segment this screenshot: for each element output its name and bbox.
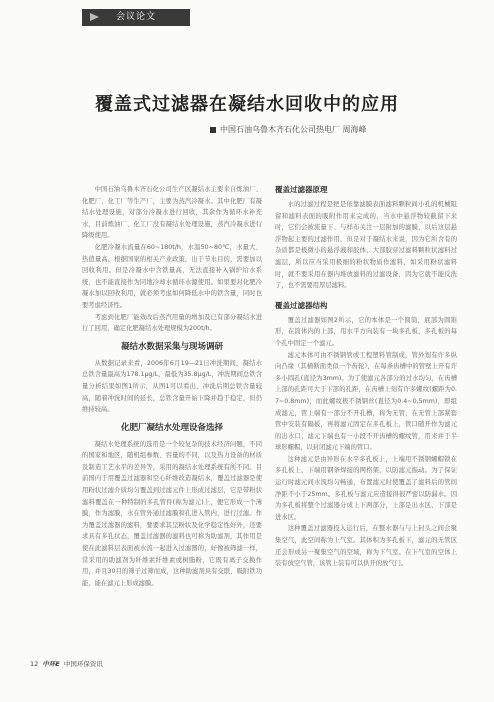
bullet-square-icon bbox=[210, 127, 216, 133]
paragraph: 水的过滤过程是把是依靠滤膜表面滤料颗粒间小孔的机械阻留和滤料表面的吸附作用来完成的，当水中悬浮物较截留下来时，它们会被流量下、与样布关注一层附加的滤膜，以后这层悬浮物起主要的过滤作用，但是对于凝结水来说，因为它所含有的杂质都是极微小的悬浮液和胶体，大部胶穿过滤料颗粒状滤料过滤层，所以应当采用极细的粉状物质作滤料，如采用粉状滤料时，就不要采用在器内堆放滤料的过滤设备，因为它就不能反洗了，也不需要用厚层滤料。 bbox=[275, 201, 457, 290]
paragraph: 考虑到化肥厂能效改后蒸汽用量的增加及已有部分凝结水进行了回用，确定化肥凝结水处理规模为200t/h。 bbox=[82, 313, 262, 333]
left-column bbox=[82, 184, 262, 589]
section-heading-structure: 覆盖过滤器结构 bbox=[275, 300, 328, 310]
paragraph: 凝结水处理系统的选用是一个较复杂的技术经济问题，不同的国家和地区，随机组参数、容量的不同，以及热力设备的材质及制造工艺水平的差异等，采用的凝结水处理系统有所不同。目前国内于用覆盖过滤器和空心纤维改造凝结水，覆盖过滤器是使用粉状过滤介质均匀覆盖到过滤元件上形成过滤层，它是带粉状滤料覆盖在一种特制的多孔管件(称为滤元)上，便它形成一个薄膜，作为滤膜，水在管外通过滤膜和孔进入管内，进行过滤。作为覆盖过滤器的滤料，要要求其呈粉状及化学稳定性好外，还要求具有多孔状态，覆盖过滤器的滤料也可称为助滤剂，其作用是使在此滤料层表面被水流一起进入过滤器的，好像被筛滤一样，常采用的助滤剂为纤维素纤维素或树脂粉，它既有离子交换作用，并且30目的筛子过筛而成，这种助滤剂具有交联，吸附铁功能，能在滤元上形成滤膜。 bbox=[82, 440, 262, 587]
section-heading-data-collection: 凝结水数据采集与现场调研 bbox=[120, 341, 223, 352]
section-heading-equipment: 化肥厂凝结水处理设备选择 bbox=[120, 422, 223, 433]
journal-logo: 中环E bbox=[42, 660, 60, 668]
paragraph: 滤元本体可由不锈钢管或工程塑料管制成，管外划有许多纵向凸缘（其横断面类似一个齿轮），在每条齿槽中的管壁上开有许多小圆孔(直径为3mm)。为了使滤元各部分的过水均匀，在齿槽上部的孔距可大于下部的孔距，在齿槽上刻有许多螺纹(螺距为0.7~0.8mm)，而此螺纹极不锈钢丝(直径为0.4~0.5mm)，即组成滤元，管上端有一部分不开孔槽，称为无管，在无管上部紧套管中安装有隔板，再将滤元固定在多孔板上，管口随开作为滤元的出水口；滤元下端也有一小段不开齿槽的螺纹管，用来并于半球形螺帽，以封闭滤元下端的管口。 bbox=[275, 351, 457, 452]
paragraph: 中国石油乌鲁木齐石化公司生产区凝结水主要来自炼油厂、化肥厂、化工厂等生产厂，主要为蒸汽冷凝水。其中化肥厂有凝结水处理设施，对部分冷凝水进行回收，其余作为循环水补充水，目前炼油厂、化工厂没有凝结水处理设施，蒸汽冷凝水进行降级使用。 bbox=[82, 186, 262, 240]
paragraph: 覆盖过滤器如图2所示，它的本体是一个圆筒，底部为圆锥形，在筒体内的上部，用水平方向装有一块多孔板，多孔板的每个孔中固定一个滤元。 bbox=[275, 316, 457, 347]
publication-name: 中国环保资讯 bbox=[63, 660, 103, 668]
paragraph: 从数据记录来看，2006年6月19—21日冲洗期间，凝结水总铁含量最高为178.1μg/L，最低为35.8μg/L，冲洗期间总铁含量分析结果如图1所示，从图1可以看出，冲洗后期总铁含量较高，随着冲洗时间的延长，总铁含量开始下降并趋于稳定，但仍维持较高。 bbox=[82, 359, 262, 414]
section-badge: 会议论文 bbox=[82, 9, 190, 26]
section-heading-principle: 覆盖过滤器原理 bbox=[275, 185, 328, 194]
paragraph: 这种滤元是由异形在水平多孔板上，上端用不锈钢螺帽锁在多孔板上，下端用钢条焊接的网格架，以防滤元振动。为了保证运行时滤元间水流均匀畅通，布置滤元时使覆盖了滤料后的管间净距不小于25mm。多孔板与滤元应造接得很严密以防漏水。因为多孔板将整个过滤器分成上下两部分，上部是出水区，下部是进水区。 bbox=[275, 455, 457, 521]
author-line bbox=[210, 124, 367, 135]
header-band bbox=[0, 0, 494, 36]
paper-title: 覆盖式过滤器在凝结水回收中的应用 bbox=[95, 94, 399, 115]
paragraph: 化肥冷凝水流量在60~180t/h，水温50~80℃，水量大、热值量高。根据国家的相关产业政策，出于节水目的，需要加以回收利用。但是冷凝水中含铁量高，无法直接补入锅炉给水系统，也不能直接作为同地冷却水循环水源使用。如果要对化肥冷凝水加以回收利用，就必须考虑如何降低水中的铁含量，同时也要考虑经济性。 bbox=[82, 243, 262, 309]
paragraph: 这种覆盖过滤器投入运行后，在整水器与与上封头之间会聚集空气，此空间称为上气室。其体积为多孔板下，滤元的无管区还会形成另一聚集空气的空域，称为下气室。在下气室的空体上装有放空气管，该管上装有可以供开的放气门。 bbox=[275, 525, 457, 568]
author-text: 中国石油乌鲁木齐石化公司热电厂 周海峰 bbox=[220, 125, 367, 134]
page-footer bbox=[30, 659, 103, 668]
page-number: 12 bbox=[30, 660, 39, 668]
right-column bbox=[275, 184, 457, 570]
